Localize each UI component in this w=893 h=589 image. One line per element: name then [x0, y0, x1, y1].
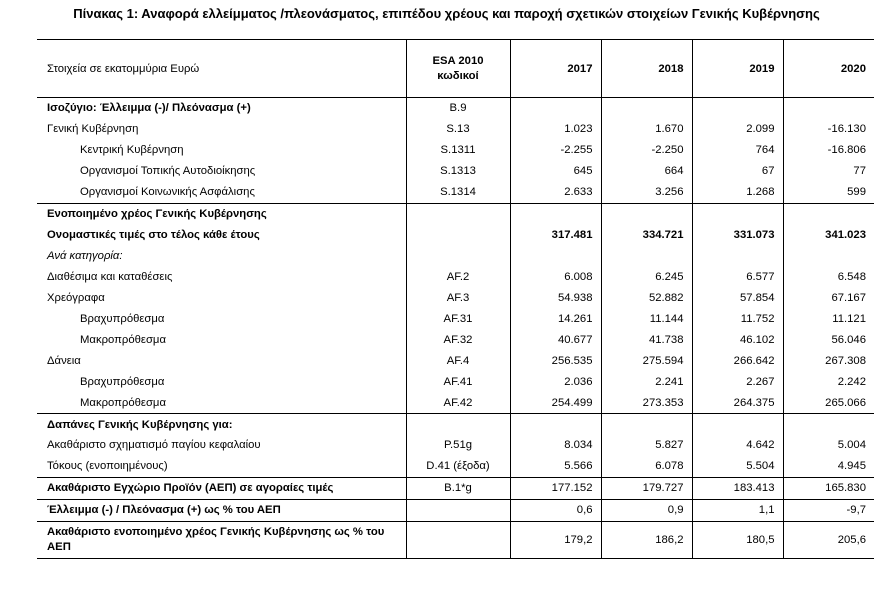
row-value: 177.152: [510, 477, 601, 499]
row-label: Κεντρική Κυβέρνηση: [80, 144, 184, 157]
row-value: 5.004: [837, 439, 866, 452]
header-label: Στοιχεία σε εκατομμύρια Ευρώ: [37, 40, 406, 98]
row-label: Ακαθάριστο Εγχώριο Προϊόν (ΑΕΠ) σε αγοραίες τιμές: [37, 477, 406, 499]
row-label: Έλλειμμα (-) / Πλεόνασμα (+) ως % του ΑΕΠ: [37, 499, 406, 521]
row-value: [510, 98, 601, 119]
row-code: P.51g: [406, 435, 510, 456]
row-label: Ονομαστικές τιμές στο τέλος κάθε έτους: [47, 229, 260, 242]
row-value: [510, 414, 601, 435]
row-value: [510, 203, 601, 224]
table-row: [37, 371, 874, 392]
header-year-2019: 2019: [692, 40, 783, 98]
row-label: Ακαθάριστο σχηματισμό παγίου κεφαλαίου: [47, 439, 261, 452]
row-value: 2.099: [692, 119, 783, 140]
row-code: [406, 521, 510, 558]
row-label: Βραχυπρόθεσμα: [80, 375, 165, 388]
row-value: 273.353: [601, 392, 692, 413]
table-row: [37, 308, 874, 329]
row-value: -2.255: [510, 140, 601, 161]
row-label: Ισοζύγιο: Έλλειμμα (-)/ Πλεόνασμα (+): [37, 98, 406, 119]
row-value: 6.577: [692, 267, 783, 288]
row-value: 334.721: [601, 225, 692, 246]
row-label: Μακροπρόθεσμα: [80, 396, 166, 409]
row-value: 56.046: [831, 333, 866, 346]
row-value: 6.245: [601, 267, 692, 288]
row-value: 275.594: [601, 350, 692, 371]
row-value: 5.827: [601, 435, 692, 456]
row-value: 165.830: [783, 477, 874, 499]
row-code: AF.31: [406, 308, 510, 329]
row-value: -16.806: [827, 144, 866, 157]
row-value: 317.481: [510, 225, 601, 246]
row-code: AF.3: [406, 287, 510, 308]
table-row: [37, 161, 874, 182]
row-value: 599: [847, 186, 866, 199]
row-value: [783, 98, 874, 119]
row-code: S.13: [406, 119, 510, 140]
row-label: Διαθέσιμα και καταθέσεις: [47, 270, 173, 283]
row-code: AF.32: [406, 329, 510, 350]
row-label: Δαπάνες Γενικής Κυβέρνησης για:: [37, 414, 406, 435]
row-value: 57.854: [692, 287, 783, 308]
header-year-2020: 2020: [783, 40, 874, 98]
row-value: [601, 203, 692, 224]
row-code: AF.42: [406, 392, 510, 413]
header-year-2018: 2018: [601, 40, 692, 98]
table-title: Πίνακας 1: Αναφορά ελλείμματος /πλεονάσματος, επιπέδου χρέους και παροχή σχετικών στοιχείων Γενικής Κυβέρνησης: [73, 6, 820, 21]
row-value: -16.130: [827, 123, 866, 136]
table-row: [37, 521, 874, 558]
row-label: Οργανισμοί Κοινωνικής Ασφάλισης: [80, 186, 255, 199]
row-code: D.41 (έξοδα): [406, 456, 510, 477]
row-value: 40.677: [510, 329, 601, 350]
row-code: S.1313: [406, 161, 510, 182]
table-row: [37, 203, 874, 224]
row-value: 2.267: [692, 371, 783, 392]
row-value: [601, 246, 692, 267]
row-code: [406, 225, 510, 246]
row-value: 267.308: [825, 354, 866, 367]
row-value: 46.102: [692, 329, 783, 350]
row-value: 1.670: [601, 119, 692, 140]
row-value: [783, 203, 874, 224]
row-value: 11.752: [692, 308, 783, 329]
row-value: 0,6: [510, 499, 601, 521]
row-value: 1,1: [692, 499, 783, 521]
row-value: [783, 246, 874, 267]
row-value: [692, 246, 783, 267]
row-label: Γενική Κυβέρνηση: [47, 123, 139, 136]
header-code-line2: κωδικοί: [437, 69, 479, 82]
row-value: 664: [601, 161, 692, 182]
table-row: [37, 477, 874, 499]
row-value: 266.642: [692, 350, 783, 371]
row-label: Τόκους (ενοποιημένους): [47, 460, 168, 473]
row-value: 4.642: [692, 435, 783, 456]
row-value: 41.738: [601, 329, 692, 350]
row-value: -2.250: [601, 140, 692, 161]
table-row: [37, 98, 874, 119]
row-value: 186,2: [601, 521, 692, 558]
row-code: [406, 203, 510, 224]
row-value: 8.034: [510, 435, 601, 456]
row-value: 764: [692, 140, 783, 161]
row-value: 2.633: [510, 182, 601, 203]
table-row: [37, 499, 874, 521]
row-value: 205,6: [783, 521, 874, 558]
row-value: [692, 414, 783, 435]
row-value: 645: [510, 161, 601, 182]
row-code: AF.2: [406, 267, 510, 288]
row-value: 67.167: [831, 291, 866, 304]
row-code: [406, 499, 510, 521]
table-row: [37, 414, 874, 435]
table-row: [37, 392, 874, 413]
row-label: Ενοποιημένο χρέος Γενικής Κυβέρνησης: [37, 203, 406, 224]
row-value: 14.261: [510, 308, 601, 329]
table-row: [37, 435, 874, 456]
row-code: [406, 246, 510, 267]
row-value: 254.499: [510, 392, 601, 413]
row-value: 2.242: [837, 375, 866, 388]
row-value: 180,5: [692, 521, 783, 558]
header-year-2017: 2017: [510, 40, 601, 98]
row-value: 67: [692, 161, 783, 182]
row-value: 11.144: [601, 308, 692, 329]
row-code: [406, 414, 510, 435]
row-value: [783, 414, 874, 435]
row-value: 0,9: [601, 499, 692, 521]
table-row: [37, 119, 874, 140]
row-code: S.1314: [406, 182, 510, 203]
row-value: 5.566: [510, 456, 601, 477]
row-label: Μακροπρόθεσμα: [80, 333, 166, 346]
row-value: -9,7: [783, 499, 874, 521]
table-row: [37, 456, 874, 477]
row-label: Ανά κατηγορία:: [47, 250, 123, 263]
table-row: [37, 225, 874, 246]
row-value: 11.121: [832, 312, 866, 325]
row-value: 341.023: [825, 229, 866, 242]
row-value: 264.375: [692, 392, 783, 413]
row-value: 6.548: [837, 270, 866, 283]
row-label: Δάνεια: [47, 354, 81, 367]
row-value: 2.241: [601, 371, 692, 392]
row-value: 6.008: [510, 267, 601, 288]
row-code: B.9: [406, 98, 510, 119]
row-code: B.1*g: [406, 477, 510, 499]
table-row: [37, 140, 874, 161]
table-row: [37, 246, 874, 267]
row-value: 6.078: [601, 456, 692, 477]
row-value: [692, 203, 783, 224]
row-value: [692, 98, 783, 119]
row-label: Οργανισμοί Τοπικής Αυτοδιοίκησης: [80, 165, 256, 178]
row-value: 2.036: [510, 371, 601, 392]
row-value: 77: [853, 165, 866, 178]
table-row: [37, 287, 874, 308]
row-value: 5.504: [692, 456, 783, 477]
row-value: 1.023: [510, 119, 601, 140]
row-value: 4.945: [837, 460, 866, 473]
row-value: 179.727: [601, 477, 692, 499]
table-row: [37, 182, 874, 203]
row-value: 1.268: [692, 182, 783, 203]
row-value: 3.256: [601, 182, 692, 203]
row-code: AF.41: [406, 371, 510, 392]
row-value: 52.882: [601, 287, 692, 308]
row-value: [510, 246, 601, 267]
row-value: [601, 414, 692, 435]
row-value: 54.938: [510, 287, 601, 308]
row-label: Χρεόγραφα: [47, 291, 105, 304]
table-row: [37, 267, 874, 288]
row-value: 183.413: [692, 477, 783, 499]
header-code-line1: ESA 2010: [432, 54, 484, 67]
row-label: Βραχυπρόθεσμα: [80, 312, 165, 325]
header-code: [406, 40, 510, 98]
row-value: [601, 98, 692, 119]
table-row: [37, 350, 874, 371]
row-value: 265.066: [825, 396, 866, 409]
row-value: 256.535: [510, 350, 601, 371]
row-value: 331.073: [692, 225, 783, 246]
government-deficit-debt-table: [37, 39, 874, 559]
row-code: S.1311: [406, 140, 510, 161]
row-label: Ακαθάριστο ενοποιημένο χρέος Γενικής Κυβέρνησης ως % του ΑΕΠ: [37, 521, 406, 558]
row-value: 179,2: [510, 521, 601, 558]
table-row: [37, 329, 874, 350]
row-code: AF.4: [406, 350, 510, 371]
